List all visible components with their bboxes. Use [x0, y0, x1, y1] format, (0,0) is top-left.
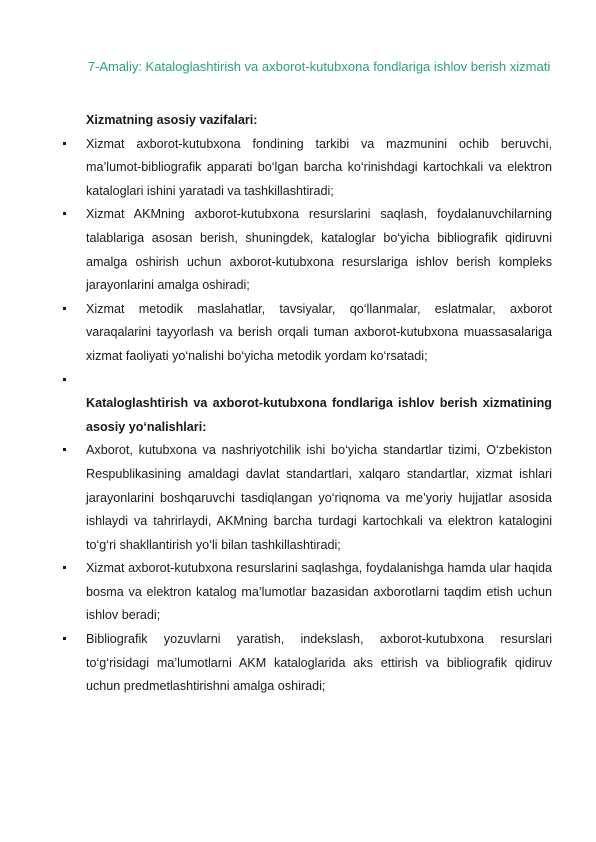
bullet-icon — [63, 566, 66, 569]
bullet-icon — [63, 637, 66, 640]
list-item — [86, 439, 552, 557]
section-heading: Kataloglashtirish va axborot-kutubxona fondlariga ishlov berish xizmatining asosiy yo‘nalishlari: — [86, 396, 552, 434]
list-item — [86, 133, 552, 204]
bullet-icon — [63, 212, 66, 215]
section-heading: Xizmatning asosiy vazifalari: — [86, 113, 258, 127]
list-item-text: Bibliografik yozuvlarni yaratish, indekslash, axborot-kutubxona resurslari to‘g‘risidagi ma’lumotlarni AKM kataloglarida aks ettirish va bibliografik qidiruv uchun predmetlashtirishni amalga oshiradi; — [86, 632, 552, 694]
page-title: 7-Amaliy: Kataloglashtirish va axborot-kutubxona fondlariga ishlov berish xizmati — [87, 59, 551, 74]
list-item — [86, 298, 552, 369]
bullet-icon — [63, 378, 66, 381]
list-item-empty — [86, 369, 552, 393]
document-body — [86, 109, 552, 699]
list-item-text: Xizmat AKMning axborot-kutubxona resurslarini saqlash, foydalanuvchilarning talablariga asosan berish, shuningdek, kataloglar bo‘yicha bibliografik qidiruvni amalga oshirish uchun axborot-kutubxona resurslariga ishlov berish kompleks jarayonlarini amalga oshiradi; — [86, 207, 552, 293]
list-item-text: Xizmat metodik maslahatlar, tavsiyalar, qo‘llanmalar, eslatmalar, axborot varaqalarini tayyorlash va berish orqali tuman axborot-kutubxona muassasalariga xizmat faoliyati yo‘nalishi bo‘yicha metodik yordam ko‘rsatadi; — [86, 301, 552, 363]
list-item-text: Xizmat axborot-kutubxona fondining tarkibi va mazmunini ochib beruvchi, ma’lumot-bibliografik apparati bo‘lgan barcha ko‘rinishdagi kartochkali va elektron kataloglari ishini yaratadi va tashkillashtiradi; — [86, 136, 552, 198]
bullet-icon — [63, 307, 66, 310]
bullet-icon — [63, 142, 66, 145]
list-item-text: Xizmat axborot-kutubxona resurslarini saqlashga, foydalanishga hamda ular haqida bosma va elektron katalog ma’lumotlar bazasidan axborotlarni taqdim etish uchun ishlov beradi; — [86, 561, 552, 623]
list-item — [86, 557, 552, 628]
list-item-text: Axborot, kutubxona va nashriyotchilik ishi bo‘yicha standartlar tizimi, O‘zbekiston Respublikasining amaldagi davlat standartlari, xalqaro standartlar, xizmat ishlari jarayonlarini boshqaruvchi tasdiqlangan yo‘riqnoma va me’yoriy hujjatlar asosida ishlaydi va tahrirlaydi, AKMning barcha turdagi kartochkali va elektron katalogini to‘g‘ri shakllantirish yo‘li bilan tashkillashtiradi; — [86, 443, 552, 552]
bullet-icon — [63, 448, 66, 451]
list-item — [86, 628, 552, 699]
list-item — [86, 203, 552, 297]
